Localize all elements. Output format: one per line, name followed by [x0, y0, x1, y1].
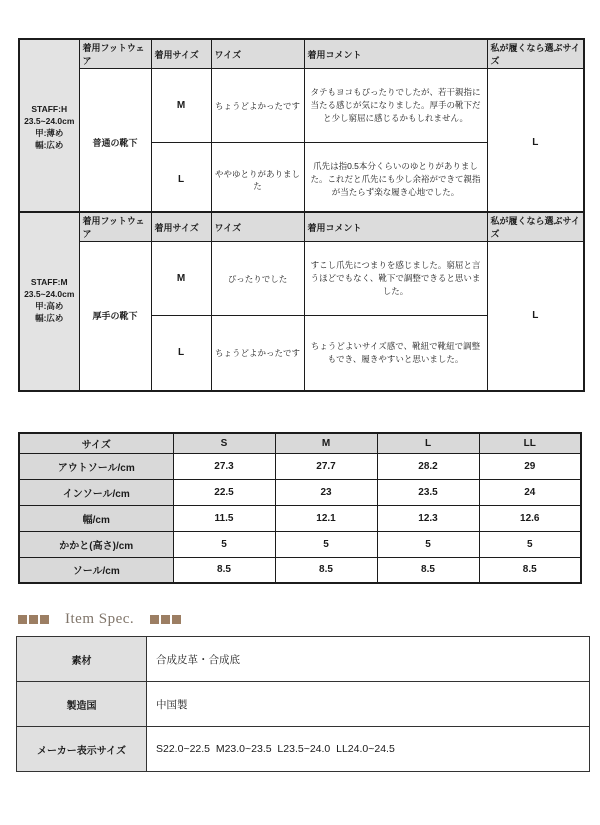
chosen-size-cell: L — [487, 242, 584, 391]
square-icon — [29, 615, 38, 624]
col-header-comment: 着用コメント — [304, 39, 487, 69]
row-label-outsole: アウトソール/cm — [19, 453, 173, 479]
square-icon — [172, 615, 181, 624]
staff-name: STAFF:H — [31, 104, 68, 115]
col-header-size: 着用サイズ — [151, 212, 211, 242]
staff-width: 幅:広め — [35, 313, 64, 324]
staff-profile-cell — [19, 39, 79, 218]
row-label-width: 幅/cm — [19, 505, 173, 531]
staff-instep: 甲:薄め — [35, 128, 64, 139]
row-label-insole: インソール/cm — [19, 479, 173, 505]
col-header-chosen-size: 私が履くなら選ぶサイズ — [487, 39, 584, 69]
value-cell: 23 — [275, 479, 377, 505]
col-header-comment: 着用コメント — [304, 212, 487, 242]
size-chart-header-l: L — [377, 433, 479, 453]
comment-cell: 爪先は指0.5本分くらいのゆとりがありました。これだと爪先にも少し余裕ができて親指が当たらず楽な履き心地でした。 — [304, 143, 487, 218]
staff-instep: 甲:高め — [35, 301, 64, 312]
row-label-heel: かかと(高さ)/cm — [19, 531, 173, 557]
col-header-fit: ワイズ — [211, 39, 304, 69]
staff-name: STAFF:M — [30, 277, 68, 288]
value-cell: 5 — [173, 531, 275, 557]
value-cell: 27.3 — [173, 453, 275, 479]
col-header-size: 着用サイズ — [151, 39, 211, 69]
square-icon — [161, 615, 170, 624]
square-icon — [40, 615, 49, 624]
value-cell: 22.5 — [173, 479, 275, 505]
item-spec-title: Item Spec. — [65, 610, 135, 627]
staff-fit-table-2 — [18, 211, 585, 392]
accent-squares-left — [18, 615, 49, 624]
col-header-fit: ワイズ — [211, 212, 304, 242]
value-cell: 28.2 — [377, 453, 479, 479]
size-cell: M — [151, 69, 211, 143]
footwear-cell: 厚手の靴下 — [79, 242, 151, 391]
fit-cell: ちょうどよかったです — [211, 69, 304, 143]
fit-cell: ぴったりでした — [211, 242, 304, 316]
spec-value-country: 中国製 — [147, 682, 590, 727]
col-header-chosen-size: 私が履くなら選ぶサイズ — [487, 212, 584, 242]
row-label-sole: ソール/cm — [19, 557, 173, 583]
fit-cell: ややゆとりがありました — [211, 143, 304, 218]
value-cell: 24 — [479, 479, 581, 505]
comment-cell: タテもヨコもぴったりでしたが、若干親指に当たる感じが気になりました。厚手の靴下だと少し窮屈に感じるかもしれません。 — [304, 69, 487, 143]
size-spec-table — [18, 432, 582, 584]
value-cell: 8.5 — [479, 557, 581, 583]
value-cell: 12.3 — [377, 505, 479, 531]
value-cell: 11.5 — [173, 505, 275, 531]
value-cell: 5 — [377, 531, 479, 557]
item-spec-heading — [18, 608, 181, 630]
spec-label-material: 素材 — [17, 637, 147, 682]
size-cell: M — [151, 242, 211, 316]
value-cell: 12.1 — [275, 505, 377, 531]
size-cell: L — [151, 143, 211, 218]
size-chart-header-m: M — [275, 433, 377, 453]
comment-cell: すこし爪先につまりを感じました。窮屈と言うほどでもなく、靴下で調整できると思いました。 — [304, 242, 487, 316]
value-cell: 27.7 — [275, 453, 377, 479]
staff-foot-size: 23.5~24.0cm — [24, 289, 75, 300]
square-icon — [18, 615, 27, 624]
value-cell: 8.5 — [173, 557, 275, 583]
value-cell: 8.5 — [377, 557, 479, 583]
square-icon — [150, 615, 159, 624]
spec-value-maker-size: S22.0~22.5 M23.0~23.5 L23.5~24.0 LL24.0~24.5 — [147, 727, 590, 772]
size-cell: L — [151, 316, 211, 391]
value-cell: 8.5 — [275, 557, 377, 583]
item-spec-table — [16, 636, 590, 772]
accent-squares-right — [150, 615, 181, 624]
footwear-cell: 普通の靴下 — [79, 69, 151, 218]
fit-cell: ちょうどよかったです — [211, 316, 304, 391]
spec-label-maker-size: メーカー表示サイズ — [17, 727, 147, 772]
value-cell: 12.6 — [479, 505, 581, 531]
staff-width: 幅:広め — [35, 140, 64, 151]
col-header-footwear: 着用フットウェア — [79, 39, 151, 69]
value-cell: 5 — [275, 531, 377, 557]
staff-profile-cell — [19, 212, 79, 391]
col-header-footwear: 着用フットウェア — [79, 212, 151, 242]
staff-fit-table-1 — [18, 38, 585, 219]
spec-label-country: 製造国 — [17, 682, 147, 727]
comment-cell: ちょうどよいサイズ感で、靴紐で靴紐で調整もでき、履きやすいと思いました。 — [304, 316, 487, 391]
chosen-size-cell: L — [487, 69, 584, 218]
size-chart-header-ll: LL — [479, 433, 581, 453]
spec-value-material: 合成皮革・合成底 — [147, 637, 590, 682]
value-cell: 29 — [479, 453, 581, 479]
size-chart-header: サイズ — [19, 433, 173, 453]
size-chart-header-s: S — [173, 433, 275, 453]
value-cell: 23.5 — [377, 479, 479, 505]
staff-foot-size: 23.5~24.0cm — [24, 116, 75, 127]
value-cell: 5 — [479, 531, 581, 557]
